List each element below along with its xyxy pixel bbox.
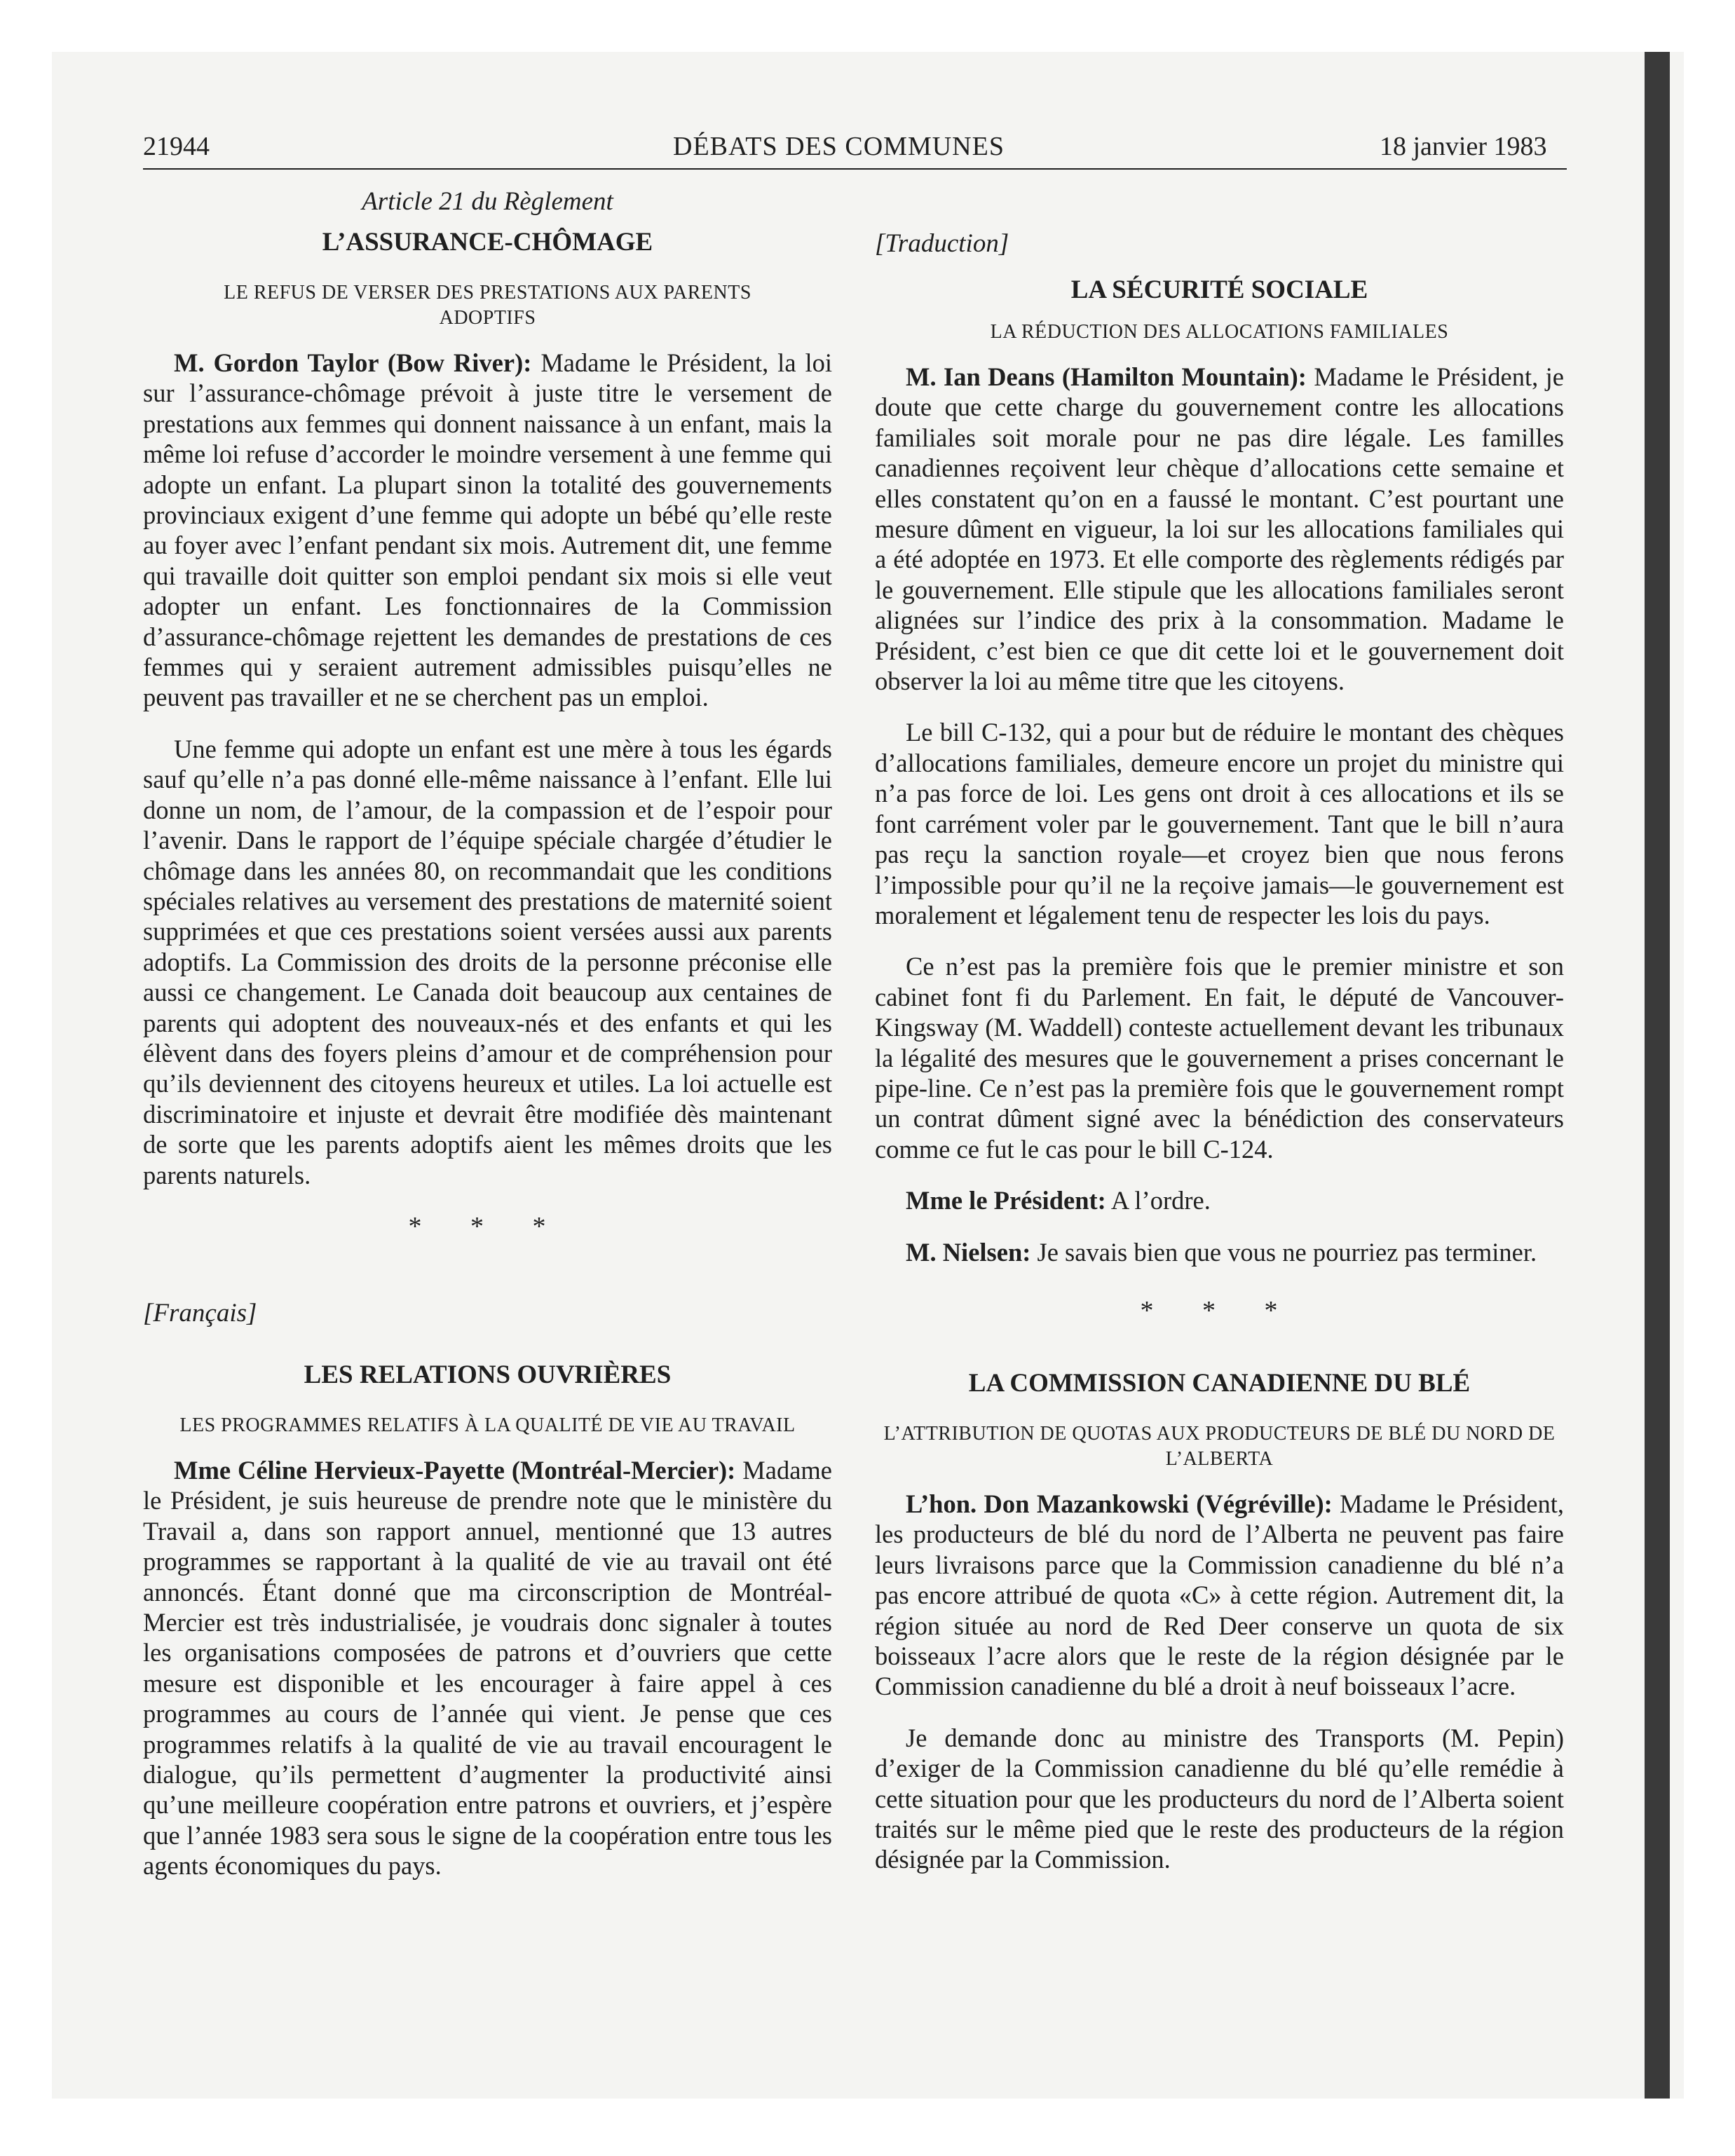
right-column [875, 181, 1564, 1896]
speech-text: Je savais bien que vous ne pourriez pas terminer. [1030, 1237, 1537, 1267]
left-column [143, 181, 832, 1902]
speech-paragraph: Une femme qui adopte un enfant est une mère à tous les égards sauf qu’elle n’a pas donné elle-même naissance à l’enfant. Elle lui donne un nom, de l’amour, de la compassion et de l’espoir pour l’avenir. Dans le rapport de l’équipe spéciale chargée d’étudier le chômage dans les années 80, on recommandait que les conditions spéciales relatives au versement des prestations de maternité soient supprimées et que ces prestations soient versées aussi aux parents adoptifs. La Commission des droits de la personne préconise elle aussi ce changement. Le Canada doit beaucoup aux centaines de parents qui adoptent des nouveaux-nés et des enfants et qui les élèvent dans des foyers pleins d’amour et de compréhension pour qu’ils deviennent des citoyens heureux et utiles. La loi actuelle est discriminatoire et injuste et devrait être modifiée dès maintenant de sorte que les parents adoptifs aient les mêmes droits que les parents naturels. [143, 734, 832, 1189]
speech-paragraph [875, 1237, 1564, 1267]
article-reference: Article 21 du Règlement [362, 187, 613, 216]
page-number: 21944 [143, 132, 210, 161]
speaker-name: M. Gordon Taylor (Bow River): [174, 348, 532, 377]
section-subheading: LE REFUS DE VERSER DES PRESTATIONS AUX PARENTS ADOPTIFS [224, 282, 751, 329]
section-heading: LA SÉCURITÉ SOCIALE [1070, 275, 1368, 304]
speech-text: Madame le Président, je suis heureuse de prendre note que le ministère du Travail a, dans son rapport annuel, mentionné que 13 autres programmes se rapportant à la qualité de vie au travail ont été annoncés. Étant donné que ma circonscription de Montréal-Mercier est très industrialisée, je voudrais donc signaler à toutes les organisations composées de patrons et d’ouvriers que cette mesure est disponible et les encourager à faire appel à ces programmes au cours de l’année qui vient. Je pense que ces programmes relatifs à la qualité de vie au travail encouragent le dialogue, qu’ils permettent d’augmenter la productivité ainsi qu’une meilleure coopération entre patrons et ouvriers, et j’espère que l’année 1983 sera sous le signe de la coopération entre tous les agents économiques du pays. [143, 1455, 832, 1881]
speech-paragraph: Je demande donc au ministre des Transports (M. Pepin) d’exiger de la Commission canadienne du blé qu’elle remédie à cette situation pour que les producteurs du nord de l’Alberta soient traités sur le même pied que le reste des producteurs de la région désignée par la Commission. [875, 1723, 1564, 1874]
header-rule [143, 168, 1567, 170]
language-note: [Français] [143, 1298, 257, 1328]
speech-text: Madame le Président, les producteurs de blé du nord de l’Alberta ne peuvent pas faire leurs livraisons parce que la Commission canadienne du blé n’a pas encore attribué de quota «C» à cette région. Autrement dit, la région située au nord de Red Deer conserve un quota de six boisseaux l’acre alors que le reste de la région désignée par le Commission canadienne du blé a droit à neuf boisseaux l’acre. [875, 1489, 1564, 1701]
speech-paragraph [875, 362, 1564, 696]
speech-paragraph [143, 348, 832, 713]
language-note: [Traduction] [875, 229, 1009, 258]
speaker-name: M. Nielsen: [906, 1237, 1031, 1267]
scan-edge [1645, 52, 1670, 2099]
publication-title: DÉBATS DES COMMUNES [673, 132, 1005, 161]
speaker-name: Mme le Président: [906, 1186, 1106, 1215]
speech-paragraph [875, 1489, 1564, 1702]
section-separator: * * * [1140, 1295, 1299, 1325]
speech-text: Madame le Président, je doute que cette charge du gouvernement contre les allocations familiales soit morale pour ne pas dire légale. Les familles canadiennes reçoivent leur chèque d’allocations cette semaine et elles constatent qu’on en a faussé le montant. C’est pourtant une mesure dûment en vigueur, la loi sur les allocations familiales qui a été adoptée en 1973. Et elle comporte des règlements rédigés par le gouvernement. Elle stipule que les allocations familiales seront alignées sur l’indice des prix à la consommation. Madame le Président, c’est bien ce que dit cette loi et le gouvernement doit observer la loi au même titre que les citoyens. [875, 362, 1564, 696]
speech-text: Madame le Président, la loi sur l’assurance-chômage prévoit à juste titre le versement de prestations aux femmes qui donnent naissance à un enfant, mais la même loi refuse d’accorder le moindre versement à une femme qui adopte un enfant. La plupart sinon la totalité des gouvernements provinciaux exigent d’une femme qui adopte un bébé qu’elle reste au foyer avec l’enfant pendant six mois. Autrement dit, une femme qui travaille doit quitter son emploi pendant six mois si elle veut adopter un enfant. Les fonctionnaires de la Commission d’assurance-chômage rejettent les demandes de prestations de ces femmes qui y seraient autrement admissibles puisqu’elles ne peuvent pas travailler et ne se cherchent pas un emploi. [143, 348, 832, 712]
speaker-name: L’hon. Don Mazankowski (Végréville): [906, 1489, 1333, 1518]
section-heading: LA COMMISSION CANADIENNE DU BLÉ [968, 1368, 1471, 1398]
speech-paragraph: Le bill C-132, qui a pour but de réduire le montant des chèques d’allocations familiales, demeure encore un projet du ministre qui n’a pas force de loi. Les gens ont droit à ces allocations et ils se font carrément voler par le gouvernement. Tant que le bill n’aura pas reçu la sanction royale—et croyez bien que nous ferons l’impossible pour qu’il ne la reçoive jamais—le gouvernement est moralement et légalement tenu de respecter les lois du pays. [875, 718, 1564, 929]
speech-text: A l’ordre. [1105, 1186, 1211, 1215]
publication-date: 18 janvier 1983 [1380, 132, 1547, 161]
section-subheading: L’ATTRIBUTION DE QUOTAS AUX PRODUCTEURS DE BLÉ DU NORD DE L’ALBERTA [883, 1422, 1556, 1470]
speaker-name: M. Ian Deans (Hamilton Mountain): [906, 362, 1307, 391]
speaker-name: Mme Céline Hervieux-Payette (Montréal-Mercier): [174, 1455, 736, 1485]
section-subheading: LA RÉDUCTION DES ALLOCATIONS FAMILIALES [990, 321, 1449, 343]
section-subheading: LES PROGRAMMES RELATIFS À LA QUALITÉ DE VIE AU TRAVAIL [179, 1414, 796, 1436]
section-heading: L’ASSURANCE-CHÔMAGE [322, 228, 653, 257]
section-separator: * * * [408, 1211, 567, 1241]
speech-paragraph [143, 1455, 832, 1881]
speech-paragraph: Ce n’est pas la première fois que le premier ministre et son cabinet font fi du Parlement. En fait, le député de Vancouver-Kingsway (M. Waddell) conteste actuellement devant les tribunaux la légalité des mesures que le gouvernement a prises concernant le pipe-line. Ce n’est pas la première fois que le gouvernement rompt un contrat dûment signé avec la bénédiction des conservateurs comme ce fut le cas pour le bill C-124. [875, 952, 1564, 1164]
speech-paragraph [875, 1185, 1564, 1215]
section-heading: LES RELATIONS OUVRIÈRES [304, 1360, 672, 1389]
